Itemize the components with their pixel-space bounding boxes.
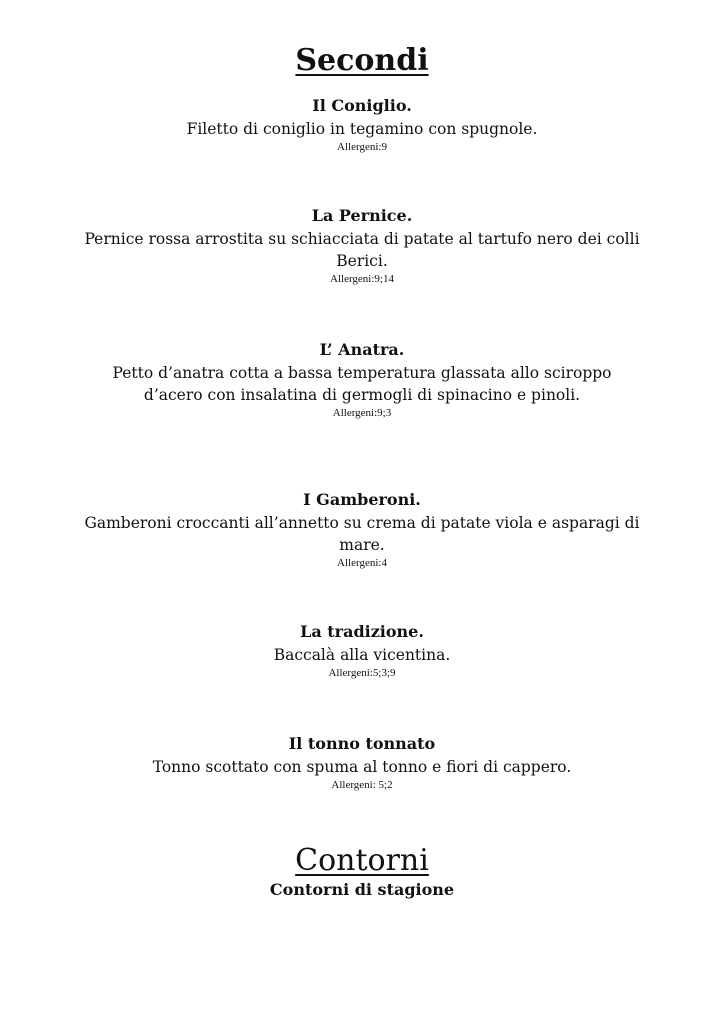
dish-description: Baccalà alla vicentina. (273, 646, 451, 664)
dish-name: L’ Anatra. (319, 340, 405, 359)
dish-name: La tradizione. (300, 622, 424, 641)
dish-name: I Gamberoni. (303, 490, 421, 509)
dish-name: Il tonno tonnato (288, 734, 436, 753)
contorni-subtitle: Contorni di stagione (269, 880, 455, 899)
dish-name: Il Coniglio. (312, 96, 412, 115)
dish-item-gamberoni (0, 490, 724, 570)
dish-item-coniglio (0, 96, 724, 154)
dish-allergens: Allergeni:9;14 (330, 273, 394, 285)
dish-description: Petto d’anatra cotta a bassa temperatura glassata allo sciroppo d’acero con insalatina di germogli di spinacino e pinoli. (112, 364, 612, 404)
dish-item-tonno (0, 734, 724, 792)
dish-item-pernice (0, 206, 724, 286)
contorni-title: Contorni (295, 843, 429, 878)
dish-allergens: Allergeni:9;3 (332, 407, 392, 419)
dish-description: Tonno scottato con spuma al tonno e fiori di cappero. (152, 758, 572, 776)
dish-item-tradizione (0, 622, 724, 680)
dish-allergens: Allergeni: 5;2 (331, 779, 393, 791)
dish-allergens: Allergeni:5;3;9 (328, 667, 396, 679)
dish-item-anatra (0, 340, 724, 420)
dish-description: Pernice rossa arrostita su schiacciata di patate al tartufo nero dei colli Berici. (84, 230, 640, 270)
dish-allergens: Allergeni:4 (337, 557, 387, 569)
secondi-title: Secondi (295, 43, 429, 78)
dish-allergens: Allergeni:9 (337, 141, 387, 153)
dish-description: Filetto di coniglio in tegamino con spugnole. (186, 120, 538, 138)
dish-name: La Pernice. (311, 206, 413, 225)
dish-description: Gamberoni croccanti all’annetto su crema di patate viola e asparagi di mare. (84, 514, 640, 554)
